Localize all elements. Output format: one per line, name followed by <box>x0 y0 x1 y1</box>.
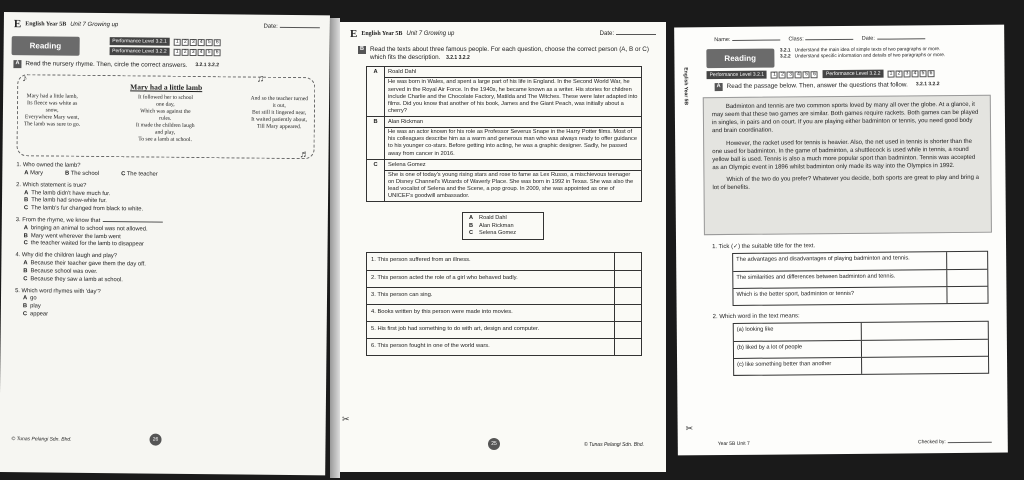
poem-line: Till Mary appeared. <box>256 123 302 131</box>
level-box: 6 <box>214 39 221 46</box>
statement-row <box>367 253 641 270</box>
meaning-prompt: (c) like something better than another <box>734 358 862 375</box>
poem-line: and play, <box>155 129 176 136</box>
skill-descriptions <box>780 47 945 61</box>
level-box: 5 <box>206 49 213 56</box>
scissors-icon: ✂ <box>685 423 694 434</box>
poem-line: rules. <box>159 115 172 122</box>
answer-option[interactable]: B The school <box>64 170 100 177</box>
book-title: English Year 5B <box>25 21 67 28</box>
person-legend <box>462 212 544 240</box>
poem-title: Mary had a little lamb <box>130 82 203 93</box>
person-letter: A <box>367 67 385 116</box>
level-box: 4 <box>911 70 918 77</box>
english-logo: E <box>350 28 358 40</box>
question-2-prompt: 2. Which word in the text means: <box>712 313 800 321</box>
skill-codes: 3.2.1 3.2.2 <box>446 55 470 62</box>
person-letter: C <box>367 160 385 202</box>
meaning-prompt: (a) looking like <box>734 323 862 341</box>
question-text: 5. Which word rhymes with 'day'? <box>15 287 101 295</box>
publisher-footer: © Tunas Pelangi Sdn. Bhd. <box>11 436 72 443</box>
poem-line: it out, <box>272 102 286 110</box>
level-box: 2 <box>182 48 189 55</box>
level-box: 6 <box>214 49 221 56</box>
answer-option[interactable]: B The lamb had snow-white fur. <box>23 197 107 205</box>
section-a-instruction <box>13 60 319 71</box>
skill-codes: 3.2.1 3.2.2 <box>915 81 940 88</box>
answer-cell[interactable] <box>615 288 641 304</box>
person-text: He was an actor known for his role as Professor Severus Snape in the Harry Potter films. Most of his colleagues describe him as a warm and generous man who was always ready to offer guidance to his younger co-stars. Before getting into acting, he was a graphic designer. Sadly, he passed away from cancer in 2016. <box>388 129 638 157</box>
title-option-row <box>733 252 987 271</box>
performance-level-row <box>707 69 995 80</box>
meaning-row <box>734 322 988 341</box>
statement-row <box>367 287 641 304</box>
reading-label: Reading <box>706 49 774 69</box>
page-number: 25 <box>488 438 500 450</box>
level-box: 1 <box>771 71 778 78</box>
poem-line: Its fleece was white as <box>26 100 78 107</box>
title-option: The similarities and differences between badminton and tennis. <box>733 270 947 288</box>
statement-text: 3. This person can sing. <box>367 288 615 304</box>
people-texts-table <box>366 66 642 202</box>
answer-option[interactable]: A Because their teacher gave them the day off. <box>23 260 146 268</box>
poem-line: To see a lamb at school. <box>138 136 192 144</box>
question-text: 4. Why did the children laugh and play? <box>15 252 117 260</box>
poem-line: one day, <box>156 101 175 108</box>
level-box: 3 <box>903 70 910 77</box>
title-option-row <box>733 269 987 288</box>
level-box: 1 <box>887 70 894 77</box>
instruction-text: Read the texts about three famous people. For each question, choose the correct person (A, B or C) which fits the description. <box>369 46 649 62</box>
unit-title: Unit 7 Growing up <box>406 31 455 37</box>
level-box: 3 <box>787 71 794 78</box>
level-box: 1 <box>174 48 181 55</box>
title-option: Which is the better sport, badminton or tennis? <box>733 287 947 305</box>
checked-by-field: Checked by: <box>918 439 992 446</box>
statement-row <box>367 270 641 287</box>
page-header <box>340 22 666 42</box>
answer-cell[interactable] <box>615 253 641 270</box>
answer-cell[interactable] <box>862 322 988 340</box>
person-row <box>367 67 641 116</box>
question-4 <box>15 252 313 286</box>
passage-paragraph: However, the racket used for tennis is heavier. Also, the net used in tennis is shorter than the one used for badminton. In the game of badminton, a shuttlecock is used while in tennis, a round yellow ball is used. Tennis is also a much more popular sport than badminton. Tennis was accepted as an Olympic event in 1896 whilst badminton only made its way into the Olympics in 1992. <box>712 138 976 171</box>
tick-cell[interactable] <box>947 270 987 286</box>
section-badge: B <box>360 46 364 53</box>
person-text: She is one of today's young rising stars and rose to fame as Lex Russo, a mischievous teenager on Disney Channel's Wizards of Waverly Place. She was born in 1992 in Texas. She was also the lead vocalist of Selena and the Scene, a pop group. In 2009, she was appointed as one of UNICEF's goodwill ambassador. <box>388 171 634 200</box>
question-text: 1. Who owned the lamb? <box>16 162 81 169</box>
level-box: 3 <box>190 48 197 55</box>
answer-option[interactable]: C the teacher waited for the lamb to disappear <box>23 240 144 248</box>
publisher-footer: © Tunas Pelangi Sdn. Bhd. <box>583 442 644 448</box>
answer-option[interactable]: C The teacher <box>121 171 158 178</box>
title-option-row <box>733 286 987 305</box>
statement-text: 4. Books written by this person were made into movies. <box>367 305 615 321</box>
section-b-instruction <box>358 46 656 62</box>
level-box: 2 <box>895 70 902 77</box>
answer-option[interactable]: B play <box>22 303 41 310</box>
poem-line: The lamb was sure to go. <box>23 121 81 128</box>
statement-text: 1. This person suffered from an illness. <box>367 253 615 270</box>
question-2 <box>16 182 314 216</box>
answer-cell[interactable] <box>615 305 641 321</box>
nursery-rhyme-box <box>16 74 315 159</box>
answer-option[interactable]: A The lamb didn't have much fur. <box>24 189 111 197</box>
poem-line: Which was against the <box>140 108 191 116</box>
person-name: Alan Rickman <box>385 118 641 128</box>
statement-text: 6. This person fought in one of the world wars. <box>367 339 615 355</box>
answer-option[interactable]: A Mary <box>24 170 44 177</box>
poem-line: It waited patiently about, <box>251 116 308 124</box>
performance-level-label: Performance Level 3.2.2 <box>109 47 170 56</box>
meaning-row <box>734 356 988 375</box>
side-tab: English Year 5B <box>682 67 689 106</box>
answer-option[interactable]: A bringing an animal to school was not allowed. <box>23 225 148 233</box>
level-box: 2 <box>779 71 786 78</box>
poem-line: Mary had a little lamb, <box>26 93 78 100</box>
reading-label: Reading <box>12 36 80 56</box>
book-spine-shadow <box>330 18 340 478</box>
skill-item: 3.2.2 Understand specific information and details of two paragraphs or more. <box>779 53 946 60</box>
answer-cell[interactable] <box>862 340 988 357</box>
answer-option[interactable]: C The lamb's fur changed from black to white. <box>23 205 144 213</box>
title-option: The advantages and disadvantages of playing badminton and tennis. <box>733 252 947 271</box>
level-box: 5 <box>803 71 810 78</box>
answer-cell[interactable] <box>615 322 641 338</box>
question-text: 3. From the rhyme, we know that <box>16 217 163 225</box>
answer-option[interactable]: A go <box>22 295 37 302</box>
poem-line: But still it lingered near, <box>252 109 307 117</box>
level-box: 5 <box>206 39 213 46</box>
person-name: Roald Dahl <box>385 68 641 78</box>
poem-stanzas <box>24 93 308 145</box>
question-text: 2. Which statement is true? <box>16 181 87 189</box>
tick-cell[interactable] <box>947 252 987 269</box>
poem-line: snow, <box>45 107 59 114</box>
performance-level-row <box>109 37 322 47</box>
level-box: 6 <box>927 70 934 77</box>
tick-cell[interactable] <box>947 287 987 303</box>
question-3 <box>16 217 314 251</box>
poem-line: It made the children laugh <box>135 122 195 130</box>
meaning-prompt: (b) liked by a lot of people <box>734 341 862 358</box>
stanza <box>250 96 308 145</box>
instruction-text: Read the passage below. Then, answer the questions that follow. <box>726 81 908 90</box>
person-row <box>367 116 641 159</box>
performance-level-label: Performance Level 3.2.2 <box>823 70 884 79</box>
footer-unit: Year 5B Unit 7 <box>717 440 750 448</box>
performance-level-row <box>109 47 322 57</box>
statement-row <box>367 321 641 338</box>
level-box: 4 <box>198 39 205 46</box>
section-badge: A <box>715 83 723 91</box>
statement-row <box>367 304 641 321</box>
poem-line: Everywhere Mary went, <box>24 114 80 121</box>
question-1 <box>16 162 314 181</box>
passage-paragraph: Which of the two do you prefer? Whatever you decide, both sports are great to play and bring a lot of benefits. <box>712 175 979 192</box>
worksheet-page-middle <box>340 22 666 472</box>
statement-text: 5. His first job had something to do with art, design and computer. <box>367 322 615 338</box>
stanza <box>136 95 195 145</box>
stanza <box>24 93 81 142</box>
statement-row <box>367 338 641 355</box>
music-note-icon: ♫ <box>256 73 265 85</box>
page-footer <box>718 439 992 447</box>
skill-item: 3.2.1 Understand the main idea of simple texts of two paragraphs or more. <box>779 47 941 54</box>
scissors-icon: ✂ <box>342 414 350 424</box>
student-info-header <box>674 25 1004 46</box>
english-logo: E <box>13 18 22 31</box>
worksheet-page-left <box>0 12 330 475</box>
reading-passage <box>703 95 992 236</box>
section-badge: A <box>13 60 21 68</box>
statement-text: 2. This person acted the role of a girl who behaved badly. <box>367 271 615 287</box>
reading-banner <box>12 34 322 59</box>
legend-item: B Alan Rickman <box>469 222 514 229</box>
date-field: Date: <box>600 31 656 37</box>
level-box: 6 <box>811 71 818 78</box>
person-row <box>367 159 641 202</box>
date-field: Date: <box>862 35 925 42</box>
section-a-instruction <box>715 81 995 92</box>
book-title: English Year 5B <box>361 31 403 37</box>
unit-title: Unit 7 Growing up <box>70 21 119 29</box>
performance-levels <box>109 37 322 57</box>
answer-option[interactable]: B Because school was over. <box>23 268 98 275</box>
passage-paragraph: Badminton and tennis are two common sports loved by many all over the globe. At a glance, it may seem that these two games are similar. Both games require rackets. Both games can be played in singles, in pairs and on court. If you are playing either badminton or tennis, you need good body and brain coordination. <box>711 101 979 135</box>
answer-cell[interactable] <box>862 357 988 374</box>
music-note-icon: ♬ <box>299 149 310 161</box>
level-box: 4 <box>795 71 802 78</box>
person-letter: B <box>367 117 385 159</box>
date-field: Date: <box>263 24 319 31</box>
class-field: Class: <box>788 36 853 43</box>
answer-option[interactable]: C Because they saw a lamb at school. <box>23 275 123 283</box>
meaning-row <box>734 339 988 358</box>
poem-line: It followed her to school <box>137 94 194 102</box>
level-box: 4 <box>198 49 205 56</box>
person-text: He was born in Wales, and spent a large part of his life in England. In the Second World War, he served in the Royal Air Force. In the 1940s, he became known as a writer. His stories for children include Charlie and the Chocolate Factory, Matilda and The Witches. These were later adapted into films. Did you know that another of his book, James and the Giant Peach, was initially about a cherry? <box>388 79 638 114</box>
answer-cell[interactable] <box>615 271 641 287</box>
performance-level-label: Performance Level 3.2.1 <box>109 37 170 46</box>
word-meaning-table <box>733 321 989 376</box>
legend-item: C Selena Gomez <box>469 229 517 236</box>
instruction-text: Read the nursery rhyme. Then, circle the correct answers. <box>25 60 188 69</box>
page-header <box>4 12 330 35</box>
level-box: 1 <box>174 38 181 45</box>
answer-option[interactable]: B Mary went wherever the lamb went <box>23 232 121 240</box>
title-choice-table <box>732 251 988 306</box>
answer-cell[interactable] <box>615 339 641 355</box>
worksheet-page-right <box>674 25 1008 456</box>
level-box: 3 <box>190 38 197 45</box>
page-number: 26 <box>149 434 161 446</box>
legend-item: A Roald Dahl <box>469 215 507 222</box>
skill-codes: 3.2.1 3.2.2 <box>195 62 220 69</box>
person-name: Selena Gomez <box>385 161 641 171</box>
answer-option[interactable]: C appear <box>22 311 49 318</box>
poem-line: And so the teacher turned <box>250 95 309 103</box>
statements-table <box>366 252 642 356</box>
level-box: 2 <box>182 38 189 45</box>
name-field: Name: <box>714 37 780 44</box>
music-note-icon: ♪ <box>22 73 28 85</box>
performance-level-label: Performance Level 3.2.1 <box>707 71 768 80</box>
question-5 <box>15 288 313 322</box>
reading-banner <box>706 47 994 69</box>
level-box: 5 <box>919 70 926 77</box>
question-1-prompt: 1. Tick (✓) the suitable title for the text. <box>712 243 816 251</box>
